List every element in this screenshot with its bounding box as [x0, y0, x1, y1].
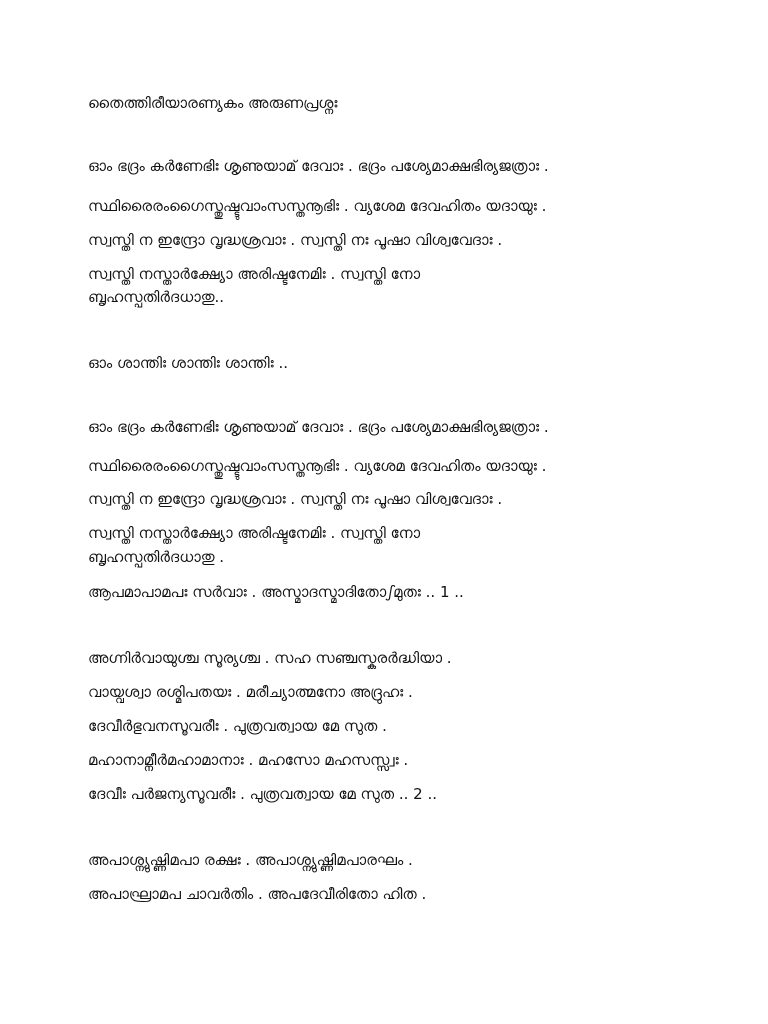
- text-line: മഹാനാമ്നീർമഹാമാനാഃ . മഹസോ മഹസസ്സ്വഃ .: [88, 751, 409, 769]
- text-line: അഗ്നിർവായുശ്ച സൂര്യശ്ച . സഹ സഞ്ചസ്കരർദ്ധിയാ .: [88, 649, 452, 667]
- document-title: തൈത്തിരീയാരണ്യകം അരുണപ്രശ്നഃ: [88, 94, 338, 112]
- text-line: ബൃഹസ്പതിർദധാതു .: [88, 548, 225, 566]
- text-line: സ്വസ്തി നസ്താർക്ഷ്യോ അരിഷ്ടനേമിഃ . സ്വസ്തി നോ: [88, 265, 421, 283]
- text-line: സ്ഥിരൈരംഗൈസ്തുഷ്ടുവാംസസ്തനൂഭിഃ . വ്യശേമ ദേവഹിതം യദായുഃ .: [88, 197, 547, 215]
- text-line: ഓം ശാന്തിഃ ശാന്തിഃ ശാന്തിഃ ..: [88, 354, 289, 372]
- text-line: സ്ഥിരൈരംഗൈസ്തുഷ്ടുവാംസസ്തനൂഭിഃ . വ്യശേമ ദേവഹിതം യദായുഃ .: [88, 457, 547, 475]
- text-line: ദേവീഃ പർജന്യസൂവരീഃ . പുത്രവത്വായ മേ സുത .. 2 ..: [88, 785, 438, 803]
- text-line: സ്വസ്തി നസ്താർക്ഷ്യോ അരിഷ്ടനേമിഃ . സ്വസ്തി നോ: [88, 524, 421, 542]
- text-line: ദേവീർഭുവനസൂവരീഃ . പുത്രവത്വായ മേ സുത .: [88, 717, 387, 735]
- text-line: ഓം ഭദ്രം കർണേഭിഃ ശൃണുയാമ് ദേവാഃ . ഭദ്രം പശ്യേമാക്ഷഭിര്യജത്രാഃ .: [88, 157, 549, 175]
- text-line: ഓം ഭദ്രം കർണേഭിഃ ശൃണുയാമ് ദേവാഃ . ഭദ്രം പശ്യേമാക്ഷഭിര്യജത്രാഃ .: [88, 418, 549, 436]
- text-line: ബൃഹസ്പതിർദധാതു..: [88, 288, 225, 306]
- text-line: വായ്വശ്വാ രശ്മിപതയഃ . മരീച്യാത്മനോ അദ്രുഹഃ .: [88, 683, 413, 701]
- text-line: അപാശ്ന്യുഷ്ണിമപാ രക്ഷഃ . അപാശ്ന്യുഷ്ണിമപാരഘം .: [88, 851, 413, 869]
- text-line: സ്വസ്തി ന ഇന്ദ്രോ വൃദ്ധശ്രവാഃ . സ്വസ്തി നഃ പൂഷാ വിശ്വവേദാഃ .: [88, 490, 503, 508]
- text-line: സ്വസ്തി ന ഇന്ദ്രോ വൃദ്ധശ്രവാഃ . സ്വസ്തി നഃ പൂഷാ വിശ്വവേദാഃ .: [88, 231, 503, 249]
- text-line: ആപമാപാമപഃ സർവാഃ . അസ്മാദസ്മാദിതോഽമുതഃ .. 1 ..: [88, 583, 464, 601]
- text-line: അപാഘ്രാമപ ചാവർതിം . അപദേവീരിതോ ഹിത .: [88, 885, 427, 903]
